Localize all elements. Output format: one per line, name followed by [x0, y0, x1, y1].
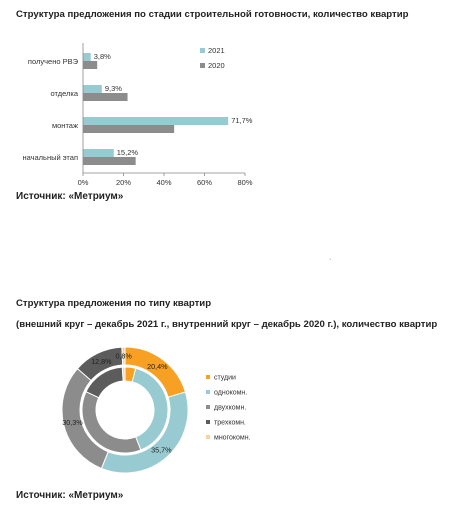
legend-label: студии [214, 374, 236, 382]
legend-label: 2020 [208, 61, 225, 70]
legend-label: однокомн. [214, 389, 248, 397]
bar-2020 [83, 157, 136, 165]
bar-2020 [83, 93, 128, 101]
legend-swatch [206, 375, 210, 379]
category-label: монтаж [51, 121, 78, 130]
donut-chart-subtitle: (внешний круг – декабрь 2021 г., внутренний круг – декабрь 2020 г.), количество квартир [16, 319, 438, 330]
data-label: 9,3% [104, 84, 122, 93]
stage-bar-chart [0, 30, 450, 190]
bar-2020 [83, 61, 97, 69]
x-tick-label: 80% [237, 178, 253, 187]
slice-label: 30,3% [62, 418, 83, 428]
legend-swatch [206, 420, 210, 424]
x-tick-label: 60% [196, 178, 213, 187]
stray-mark: ` [329, 258, 332, 267]
slice-label: 20,4% [147, 362, 168, 372]
legend-swatch [206, 390, 210, 394]
bar-2021 [83, 149, 114, 157]
inner-ring-slice [122, 367, 125, 381]
bar-2021 [83, 85, 102, 93]
x-tick-label: 0% [77, 178, 89, 187]
category-label: отделка [50, 89, 78, 98]
data-label: 71,7% [231, 116, 253, 125]
category-label: получено РВЭ [27, 57, 78, 66]
bar-2021 [83, 53, 91, 61]
bar-2020 [83, 125, 174, 133]
slice-label: 12,8% [91, 356, 112, 366]
bar-chart-source: Источник: «Метриум» [16, 191, 124, 202]
legend-label: трехкомн. [214, 419, 246, 427]
data-label: 15,2% [116, 148, 139, 157]
x-tick-label: 40% [156, 178, 172, 187]
slice-label: 35,7% [151, 445, 172, 455]
slice-label: 0,8% [115, 351, 132, 361]
legend-label: многокомн. [214, 434, 251, 442]
apartment-type-donut-chart [0, 340, 450, 480]
legend-swatch [200, 48, 205, 53]
donut-chart-title: Структура предложения по типу квартир [16, 298, 212, 309]
bar-2021 [83, 117, 228, 125]
category-label: начальный этап [22, 153, 78, 162]
data-label: 3,8% [93, 52, 111, 61]
legend-swatch [200, 63, 205, 68]
legend-label: двухкомн. [214, 404, 247, 412]
bar-chart-title: Структура предложения по стадии строительной готовности, количество квартир [16, 9, 409, 20]
x-tick-label: 20% [115, 178, 132, 187]
legend-label: 2021 [208, 46, 225, 55]
legend-swatch [206, 405, 210, 409]
legend-swatch [206, 435, 210, 439]
donut-chart-source: Источник: «Метриум» [16, 490, 124, 501]
